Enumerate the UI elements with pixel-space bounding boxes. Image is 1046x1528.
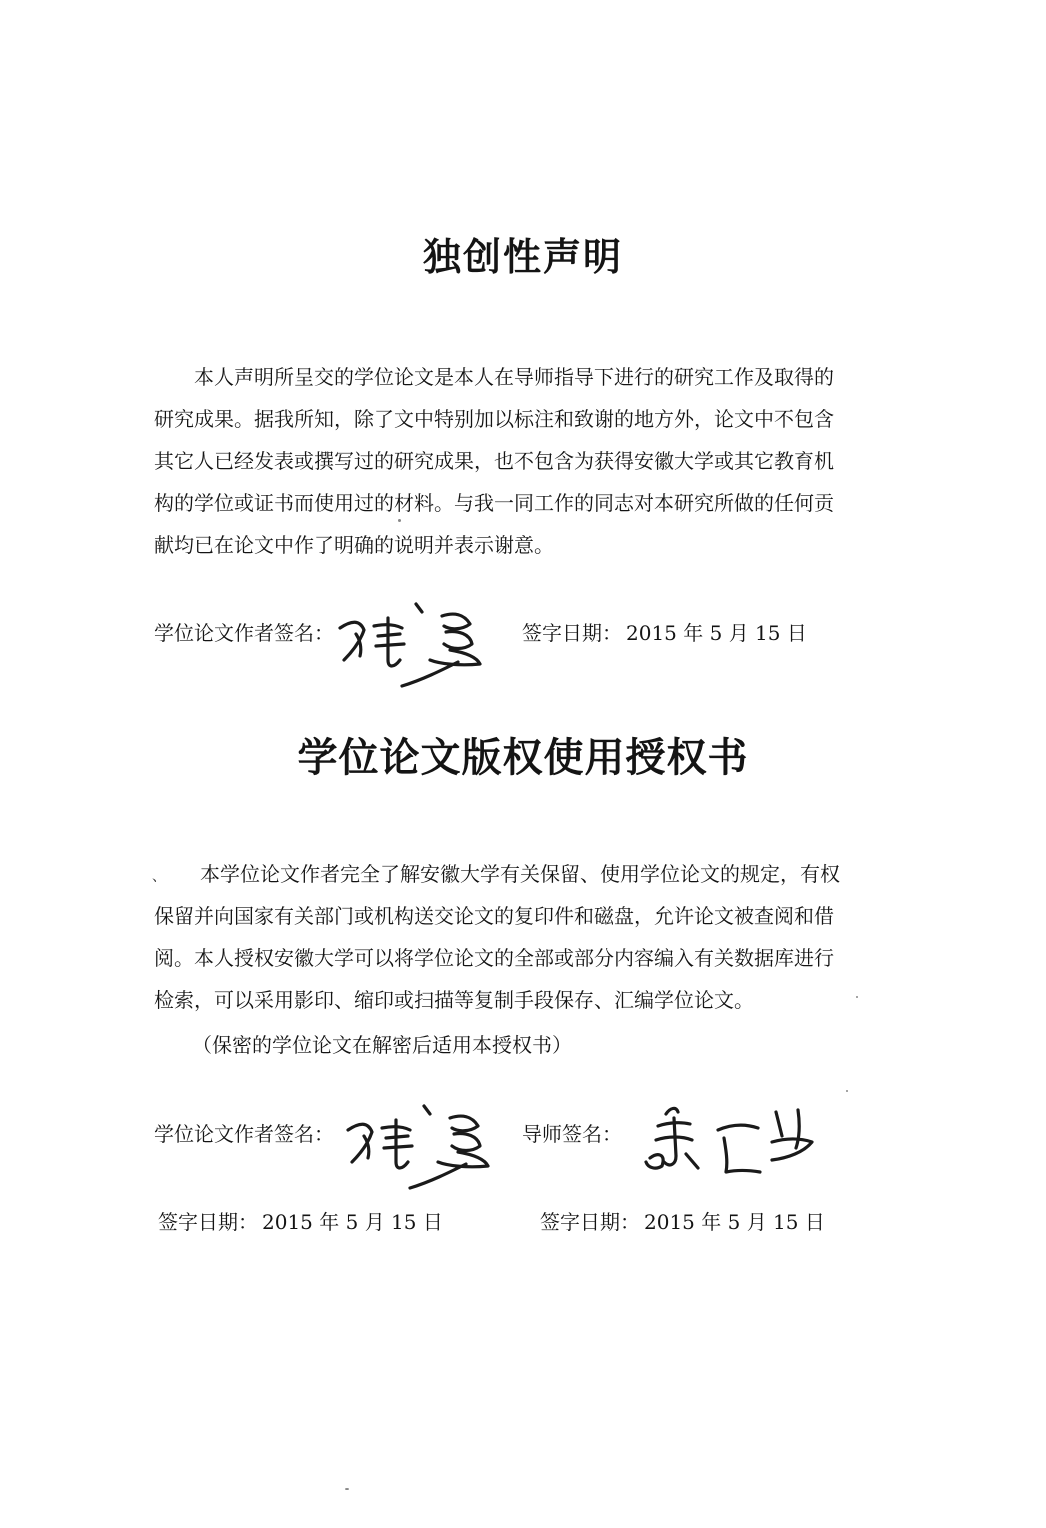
declaration-sign-date-value: 2015 年 5 月 15 日 xyxy=(626,621,807,645)
advisor-sign-date-label: 签字日期： xyxy=(540,1210,640,1234)
declaration-title: 独创性声明 xyxy=(422,235,623,279)
declaration-line-3: 其它人已经发表或撰写过的研究成果，也不包含为获得安徽大学或其它教育机 xyxy=(154,449,834,473)
scan-speck xyxy=(345,1488,349,1490)
authorization-title: 学位论文版权使用授权书 xyxy=(297,735,749,781)
advisor-signature-image xyxy=(636,1096,826,1186)
author-signature-image-2 xyxy=(338,1092,518,1192)
declaration-line-4: 构的学位或证书而使用过的材料。与我一同工作的同志对本研究所做的任何贡 xyxy=(154,491,834,515)
declaration-sign-date-label: 签字日期： xyxy=(522,621,622,645)
scan-speck xyxy=(846,1090,848,1092)
authorization-note: （保密的学位论文在解密后适用本授权书） xyxy=(192,1033,572,1057)
authorization-line-2: 保留并向国家有关部门或机构送交论文的复印件和磁盘，允许论文被查阅和借 xyxy=(154,904,834,928)
declaration-line-5: 献均已在论文中作了明确的说明并表示谢意。 xyxy=(154,533,554,557)
scan-stray-mark: 、 xyxy=(152,869,166,885)
authorization-line-3: 阅。本人授权安徽大学可以将学位论文的全部或部分内容编入有关数据库进行 xyxy=(154,946,834,970)
author-sign-date-label: 签字日期： xyxy=(158,1210,258,1234)
declaration-author-signature-label: 学位论文作者签名： xyxy=(154,621,334,645)
author-sign-date-value: 2015 年 5 月 15 日 xyxy=(262,1210,443,1234)
advisor-signature-label: 导师签名： xyxy=(522,1122,622,1146)
advisor-sign-date-value: 2015 年 5 月 15 日 xyxy=(644,1210,825,1234)
authorization-line-1: 本学位论文作者完全了解安徽大学有关保留、使用学位论文的规定，有权 xyxy=(200,862,840,886)
scan-speck xyxy=(398,519,401,522)
authorization-line-4: 检索，可以采用影印、缩印或扫描等复制手段保存、汇编学位论文。 xyxy=(154,988,754,1012)
author-signature-image xyxy=(330,590,510,690)
authorization-author-signature-label: 学位论文作者签名： xyxy=(154,1122,334,1146)
declaration-line-2: 研究成果。据我所知，除了文中特别加以标注和致谢的地方外，论文中不包含 xyxy=(154,407,834,431)
scan-speck xyxy=(856,996,858,998)
declaration-line-1: 本人声明所呈交的学位论文是本人在导师指导下进行的研究工作及取得的 xyxy=(194,365,834,389)
